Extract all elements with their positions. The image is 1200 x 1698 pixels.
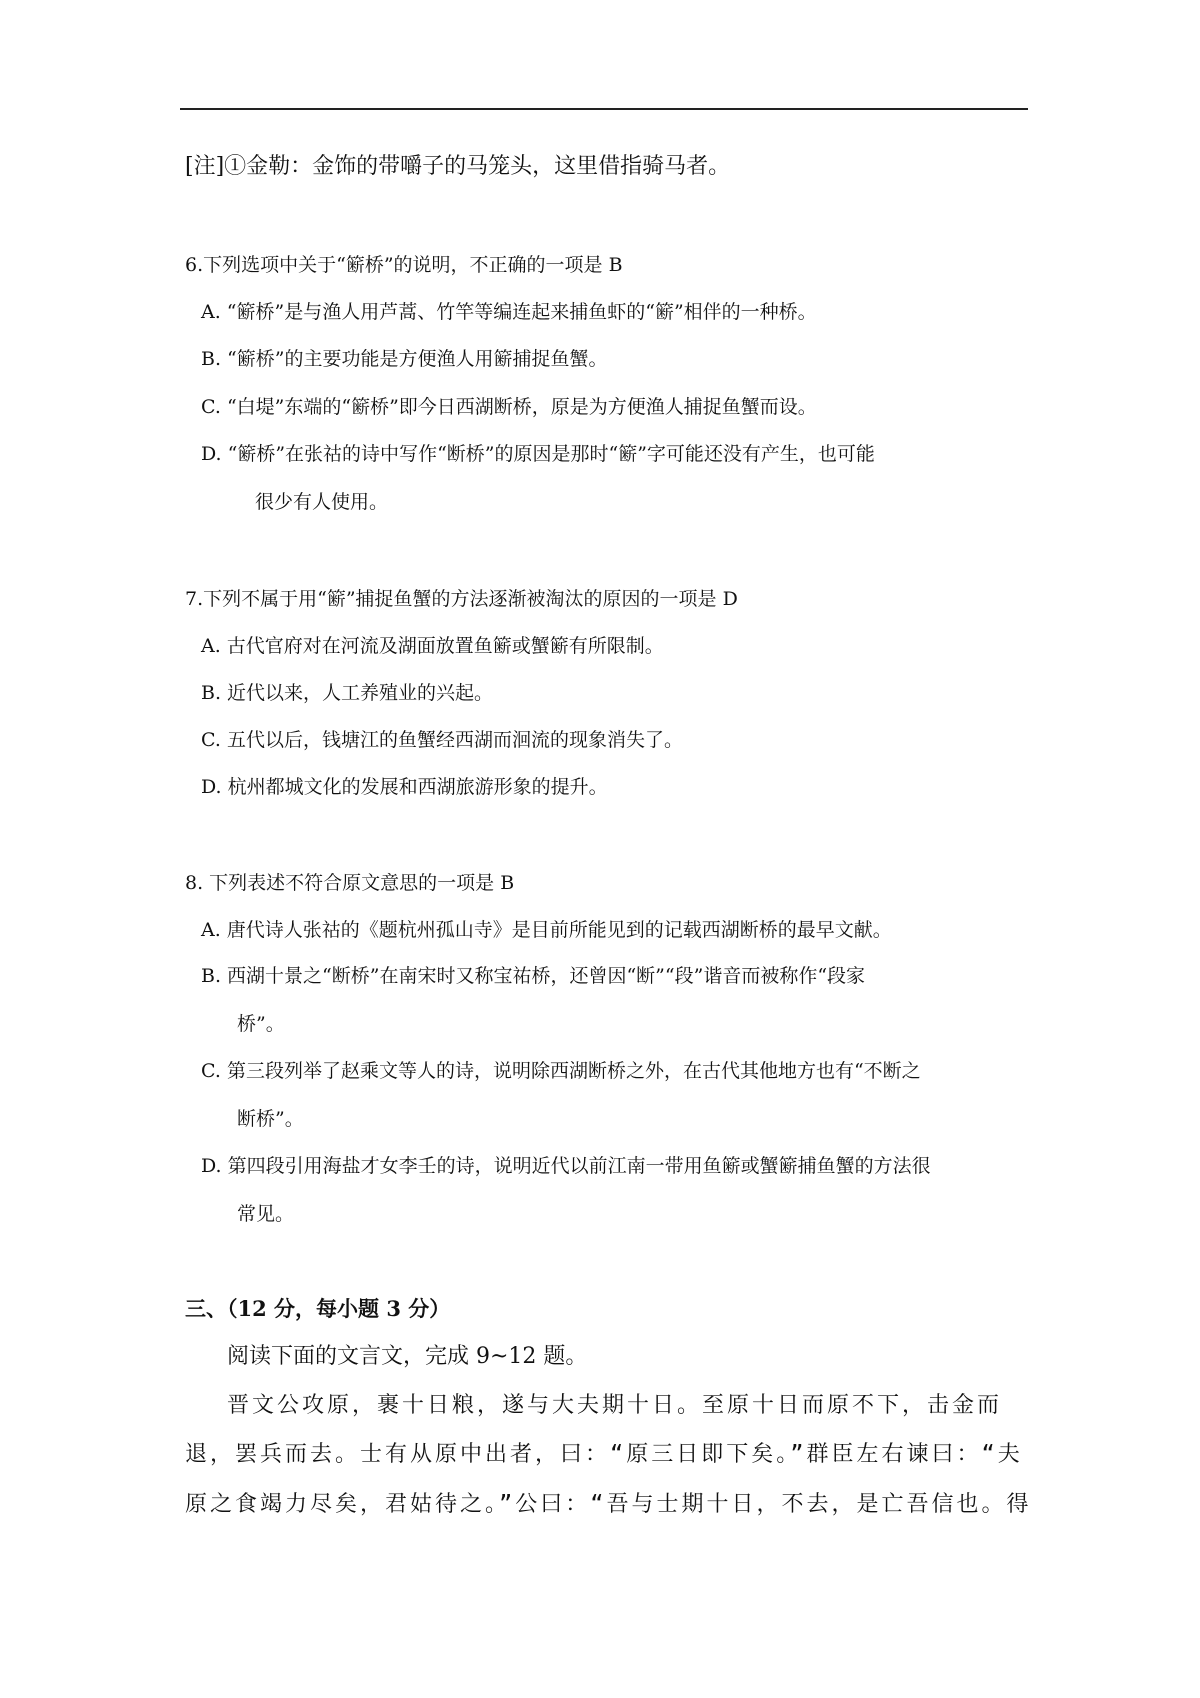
question-6-option-d-continued: 很少有人使用。 xyxy=(255,491,389,513)
question-7-stem: 7.下列不属于用“簖”捕捉鱼蟹的方法逐渐被淘汰的原因的一项是 D xyxy=(185,588,738,610)
classical-text-line-3: 原之食竭力尽矣，君姑待之。”公曰：“吾与士期十日，不去，是亡吾信也。得 xyxy=(185,1492,1032,1517)
question-8-option-b-continued: 桥”。 xyxy=(237,1013,285,1035)
section-3-instructions: 阅读下面的文言文，完成 9~12 题。 xyxy=(227,1344,588,1369)
question-7-option-c: C. 五代以后，钱塘江的鱼蟹经西湖而洄流的现象消失了。 xyxy=(201,729,683,751)
header-rule xyxy=(180,108,1028,110)
question-8-option-c: C. 第三段列举了赵乘文等人的诗，说明除西湖断桥之外，在古代其他地方也有“不断之 xyxy=(201,1060,921,1082)
footnote: [注]①金勒：金饰的带嚼子的马笼头，这里借指骑马者。 xyxy=(185,154,731,179)
question-8-option-d: D. 第四段引用海盐才女李壬的诗，说明近代以前江南一带用鱼簖或蟹簖捕鱼蟹的方法很 xyxy=(201,1155,931,1177)
question-6-option-c: C. “白堤”东端的“簖桥”即今日西湖断桥，原是为方便渔人捕捉鱼蟹而设。 xyxy=(201,396,817,418)
question-8-option-d-continued: 常见。 xyxy=(237,1203,295,1225)
question-8-stem: 8. 下列表述不符合原文意思的一项是 B xyxy=(185,872,515,894)
question-6-option-d: D. “簖桥”在张祜的诗中写作“断桥”的原因是那时“簖”字可能还没有产生，也可能 xyxy=(201,443,875,465)
section-3-heading: 三、（12 分，每小题 3 分） xyxy=(185,1296,451,1321)
question-6-stem: 6.下列选项中关于“簖桥”的说明，不正确的一项是 B xyxy=(185,254,623,276)
question-7-option-a: A. 古代官府对在河流及湖面放置鱼簖或蟹簖有所限制。 xyxy=(201,635,664,657)
question-7-option-d: D. 杭州都城文化的发展和西湖旅游形象的提升。 xyxy=(201,776,608,798)
classical-text-line-1: 晋文公攻原，裹十日粮，遂与大夫期十日。至原十日而原不下，击金而 xyxy=(227,1393,1003,1418)
question-8-option-c-continued: 断桥”。 xyxy=(237,1108,304,1130)
question-6-option-b: B. “簖桥”的主要功能是方便渔人用簖捕捉鱼蟹。 xyxy=(201,348,608,370)
classical-text-line-2: 退，罢兵而去。士有从原中出者，曰：“原三日即下矣。”群臣左右谏曰：“夫 xyxy=(185,1442,1023,1467)
question-8-option-b: B. 西湖十景之“断桥”在南宋时又称宝祐桥，还曾因“断”“段”谐音而被称作“段家 xyxy=(201,965,866,987)
question-6-option-a: A. “簖桥”是与渔人用芦蒿、竹竿等编连起来捕鱼虾的“簖”相伴的一种桥。 xyxy=(201,301,817,323)
question-7-option-b: B. 近代以来，人工养殖业的兴起。 xyxy=(201,682,494,704)
question-8-option-a: A. 唐代诗人张祜的《题杭州孤山寺》是目前所能见到的记载西湖断桥的最早文献。 xyxy=(201,919,892,941)
